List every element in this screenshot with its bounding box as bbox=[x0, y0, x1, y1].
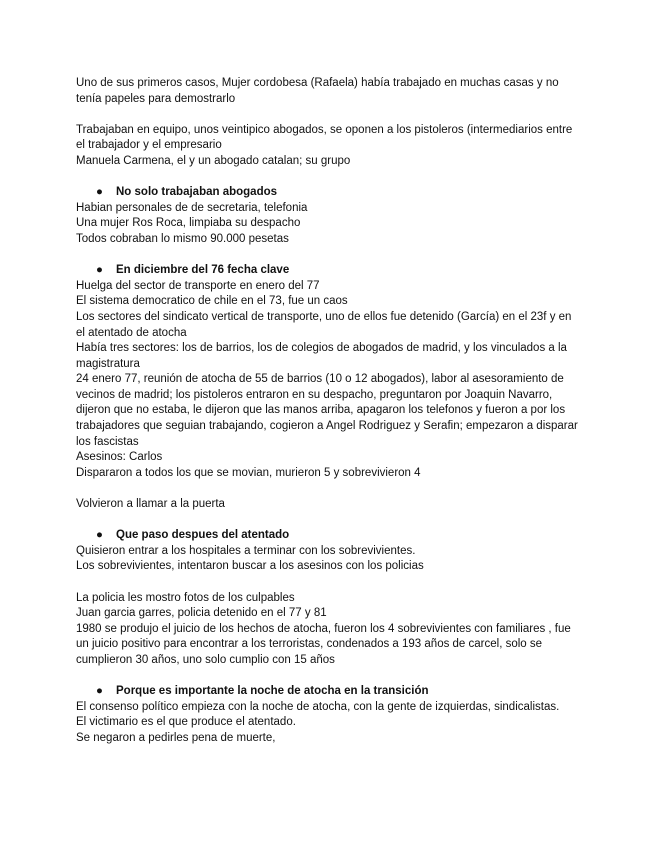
heading-text: Que paso despues del atentado bbox=[116, 529, 290, 542]
paragraph: Los sobrevivientes, intentaron buscar a los asesinos con los policias bbox=[76, 560, 424, 573]
paragraph: Manuela Carmena, el y un abogado catalan; su grupo bbox=[76, 154, 351, 167]
bullet-heading bbox=[76, 528, 581, 544]
paragraph: Asesinos: Carlos bbox=[76, 451, 163, 464]
bullet-icon: ● bbox=[96, 186, 103, 199]
bullet-icon: ● bbox=[96, 529, 103, 542]
paragraph: Uno de sus primeros casos, Mujer cordobesa (Rafaela) había trabajado en muchas casas y no tenía papeles para demostrarlo bbox=[76, 77, 559, 105]
bullet-icon: ● bbox=[96, 685, 103, 698]
heading-text: Porque es importante la noche de atocha en la transición bbox=[116, 685, 429, 698]
bullet-heading bbox=[76, 263, 581, 279]
heading-text: En diciembre del 76 fecha clave bbox=[116, 264, 290, 277]
bullet-icon: ● bbox=[96, 264, 103, 277]
paragraph: Juan garcia garres, policia detenido en el 77 y 81 bbox=[76, 607, 327, 620]
paragraph: Una mujer Ros Roca, limpiaba su despacho bbox=[76, 217, 301, 230]
bullet-heading bbox=[76, 185, 581, 201]
paragraph: 1980 se produjo el juicio de los hechos de atocha, fueron los 4 sobrevivientes con familiares , fue un juicio positivo para encontrar a los terroristas, condenados a 193 años de carcel, solo se cumplieron 30 años, uno solo cumplio con 15 años bbox=[76, 622, 571, 666]
paragraph: El consenso político empieza con la noche de atocha, con la gente de izquierdas, sindicalistas. bbox=[76, 700, 560, 713]
heading-text: No solo trabajaban abogados bbox=[116, 186, 278, 199]
paragraph: Volvieron a llamar a la puerta bbox=[76, 498, 225, 511]
paragraph: La policia les mostro fotos de los culpables bbox=[76, 591, 295, 604]
paragraph: El sistema democratico de chile en el 73, fue un caos bbox=[76, 295, 348, 308]
paragraph: Habian personales de de secretaria, telefonia bbox=[76, 201, 308, 214]
bullet-heading bbox=[76, 684, 581, 700]
paragraph: 24 enero 77, reunión de atocha de 55 de barrios (10 o 12 abogados), labor al asesoramiento de vecinos de madrid; los pistoleros entraron en su despacho, preguntaron por Joaquin Navarro, dijeron que no estaba, le dijeron que las manos arriba, apagaron los telefonos y fueron a por los trabajadores que seguian trabajando, cogieron a Angel Rodriguez y Serafin; empezaron a disparar los fascistas bbox=[76, 373, 578, 448]
paragraph: Trabajaban en equipo, unos veintipico abogados, se oponen a los pistoleros (intermediarios entre el trabajador y el empresario bbox=[76, 123, 573, 152]
paragraph: Huelga del sector de transporte en enero del 77 bbox=[76, 279, 320, 292]
document-body bbox=[76, 76, 581, 747]
paragraph: Todos cobraban lo mismo 90.000 pesetas bbox=[76, 232, 289, 245]
paragraph: Había tres sectores: los de barrios, los de colegios de abogados de madrid, y los vinculados a la magistratura bbox=[76, 342, 567, 370]
paragraph: Se negaron a pedirles pena de muerte, bbox=[76, 731, 276, 744]
paragraph: Quisieron entrar a los hospitales a terminar con los sobrevivientes. bbox=[76, 544, 416, 557]
paragraph: El victimario es el que produce el atentado. bbox=[76, 716, 296, 729]
paragraph: Dispararon a todos los que se movian, murieron 5 y sobrevivieron 4 bbox=[76, 466, 421, 479]
paragraph: Los sectores del sindicato vertical de transporte, uno de ellos fue detenido (García) en el 23f y en el atentado de atocha bbox=[76, 310, 572, 339]
